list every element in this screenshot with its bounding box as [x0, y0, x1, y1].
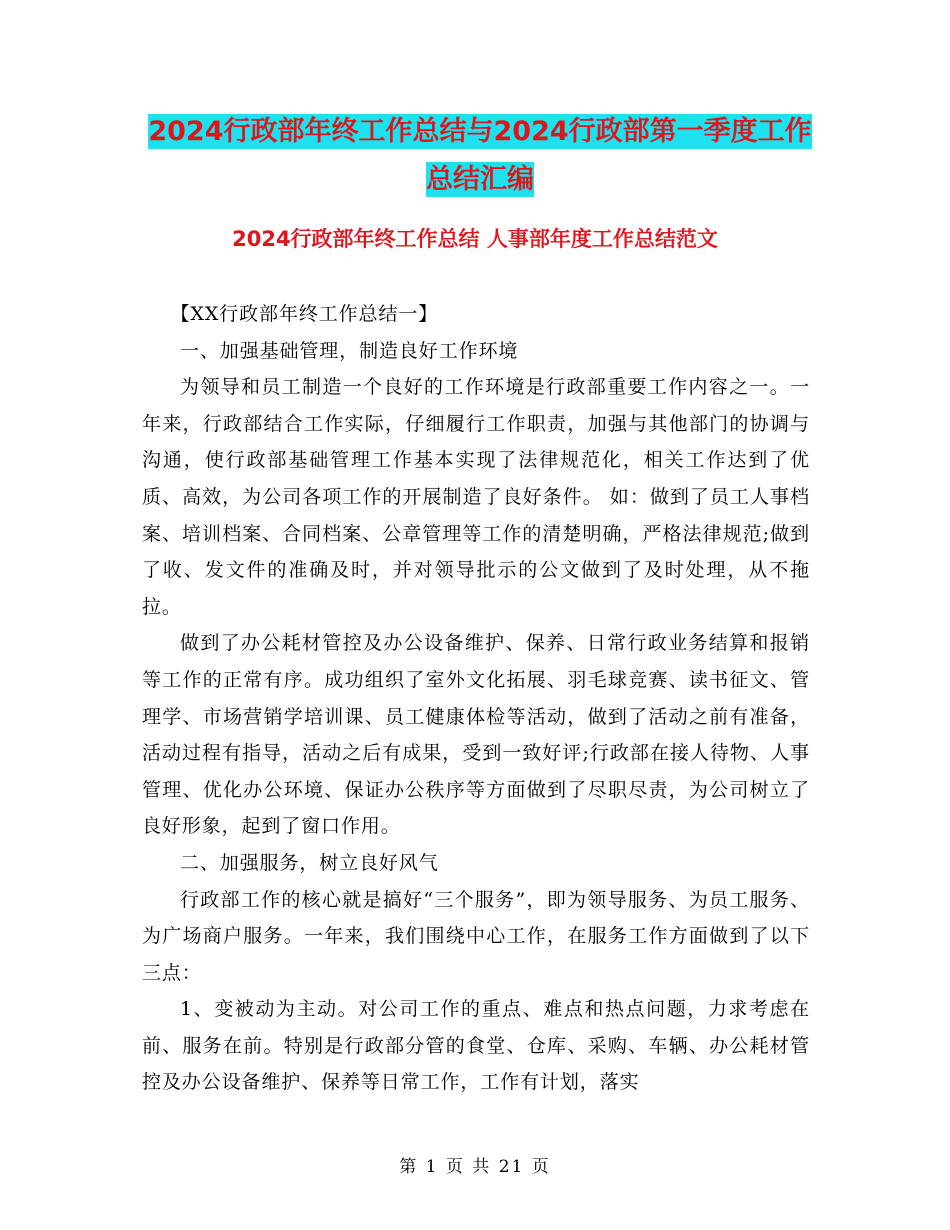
document-subtitle: 2024行政部年终工作总结 人事部年度工作总结范文	[232, 227, 718, 251]
page-footer: 第 1 页 共 21 页	[399, 1157, 551, 1177]
document-title-text: 2024行政部年终工作总结与2024行政部第一季度工作总结汇编	[148, 116, 812, 195]
body-paragraph: 为领导和员工制造一个良好的工作环境是行政部重要工作内容之一。一年来，行政部结合工作实际，仔细履行工作职责，加强与其他部门的协调与沟通，使行政部基础管理工作基本实现了法律规范化，相关工作达到了优质、高效，为公司各项工作的开展制造了良好条件。 如：做到了员工人事档案、培训档案、合同档案、公章管理等工作的清楚明确，严格法律规范;做到了收、发文件的准确及时，并对领导批示的公文做到了及时处理，从不拖拉。	[142, 376, 810, 618]
section-heading: 【XX行政部年终工作总结一】	[170, 303, 439, 325]
body-paragraph: 行政部工作的核心就是搞好“三个服务”，即为领导服务、为员工服务、为广场商户服务。一年来，我们围绕中心工作，在服务工作方面做到了以下三点：	[142, 888, 810, 984]
document-body	[142, 296, 810, 1101]
document-title	[140, 108, 820, 204]
section-heading: 一、加强基础管理，制造良好工作环境	[180, 339, 519, 362]
body-paragraph: 做到了办公耗材管控及办公设备维护、保养、日常行政业务结算和报销等工作的正常有序。成功组织了室外文化拓展、羽毛球竞赛、读书征文、管理学、市场营销学培训课、员工健康体检等活动，做到了活动之前有准备，活动过程有指导，活动之后有成果，受到一致好评;行政部在接人待物、人事管理、优化办公环境、保证办公秩序等方面做到了尽职尽责，为公司树立了良好形象，起到了窗口作用。	[142, 632, 810, 838]
body-paragraph: 1、变被动为主动。对公司工作的重点、难点和热点问题，力求考虑在前、服务在前。特别是行政部分管的食堂、仓库、采购、车辆、办公耗材管控及办公设备维护、保养等日常工作，工作有计划，落实	[142, 998, 810, 1094]
section-heading: 二、加强服务，树立良好风气	[180, 851, 439, 874]
